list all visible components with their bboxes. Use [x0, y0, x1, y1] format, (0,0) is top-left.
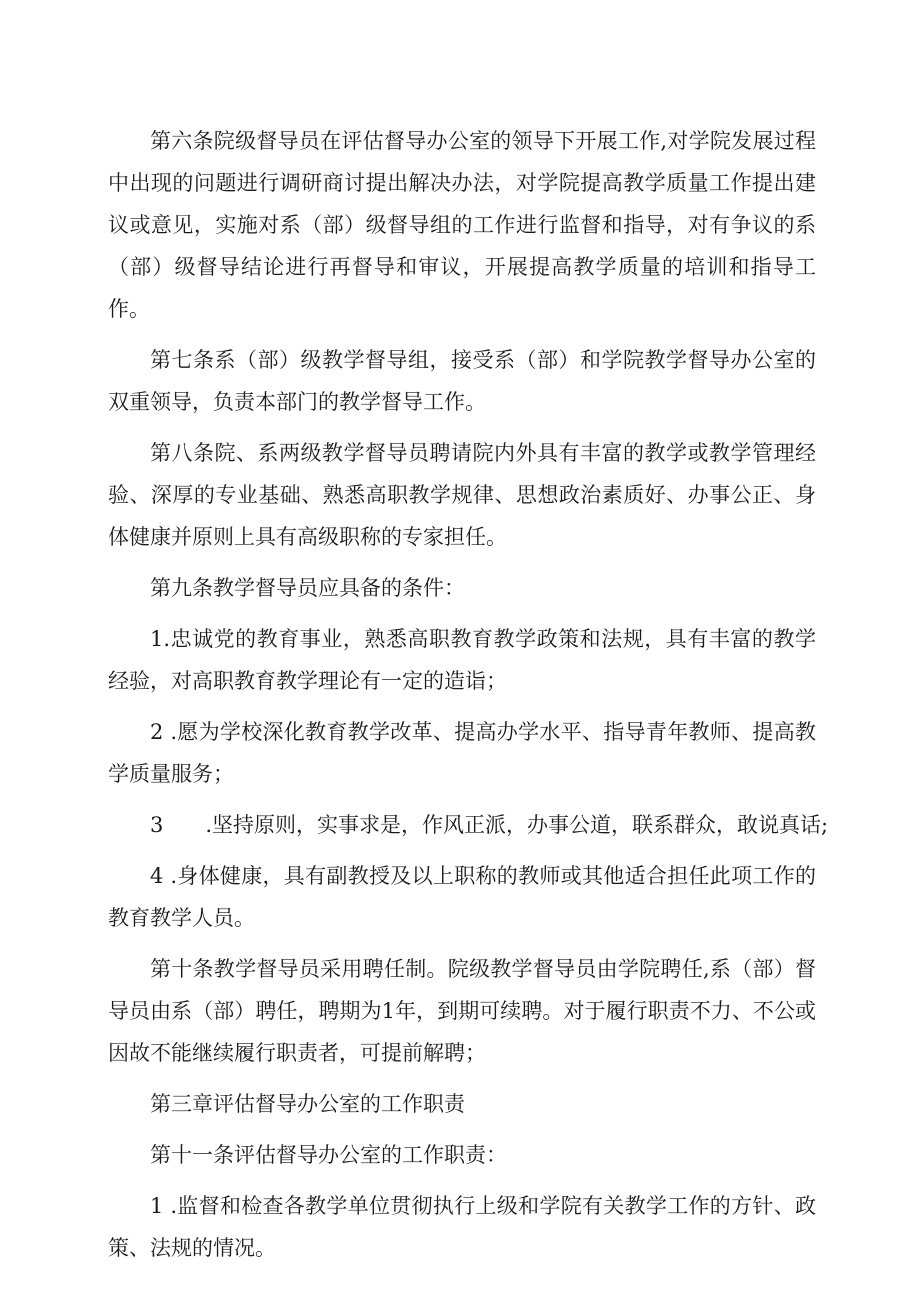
paragraph-article-10: 第十条教学督导员采用聘任制。院级教学督导员由学院聘任,系（部）督导员由系（部）聘任，聘期为1年，到期可续聘。对于履行职责不力、不公或因故不能继续履行职责者，可提前解聘； [108, 957, 816, 1065]
list-item-condition-3: 3 .坚持原则，实事求是，作风正派，办事公道，联系群众，敢说真话; [150, 813, 829, 837]
paragraph-article-8: 第八条院、系两级教学督导员聘请院内外具有丰富的教学或教学管理经验、深厚的专业基础、熟悉高职教学规律、思想政治素质好、办事公正、身体健康并原则上具有高级职称的专家担任。 [108, 441, 816, 549]
paragraph-article-6: 第六条院级督导员在评估督导办公室的领导下开展工作,对学院发展过程中出现的问题进行调研商讨提出解决办法，对学院提高教学质量工作提出建议或意见，实施对系（部）级督导组的工作进行监督和指导，对有争议的系（部）级督导结论进行再督导和审议，开展提高教学质量的培训和指导工作。 [108, 129, 816, 321]
paragraph-article-11: 第十一条评估督导办公室的工作职责： [150, 1143, 507, 1167]
list-item-condition-4: 4 .身体健康，具有副教授及以上职称的教师或其他适合担任此项工作的教育教学人员。 [108, 864, 816, 930]
list-item-duty-1: 1 .监督和检查各教学单位贯彻执行上级和学院有关教学工作的方针、政策、法规的情况。 [108, 1194, 816, 1260]
list-item-condition-1: 1.忠诚党的教育事业，熟悉高职教育教学政策和法规，具有丰富的教学经验，对高职教育教学理论有一定的造诣； [108, 627, 816, 693]
paragraph-article-7: 第七条系（部）级教学督导组，接受系（部）和学院教学督导办公室的双重领导，负责本部门的教学督导工作。 [108, 348, 816, 414]
paragraph-article-9: 第九条教学督导员应具备的条件： [150, 576, 465, 600]
list-item-condition-2: 2 .愿为学校深化教育教学改革、提高办学水平、指导青年教师、提高教学质量服务； [108, 720, 816, 786]
chapter-heading-3: 第三章评估督导办公室的工作职责 [150, 1092, 465, 1116]
document-body [108, 120, 829, 1278]
